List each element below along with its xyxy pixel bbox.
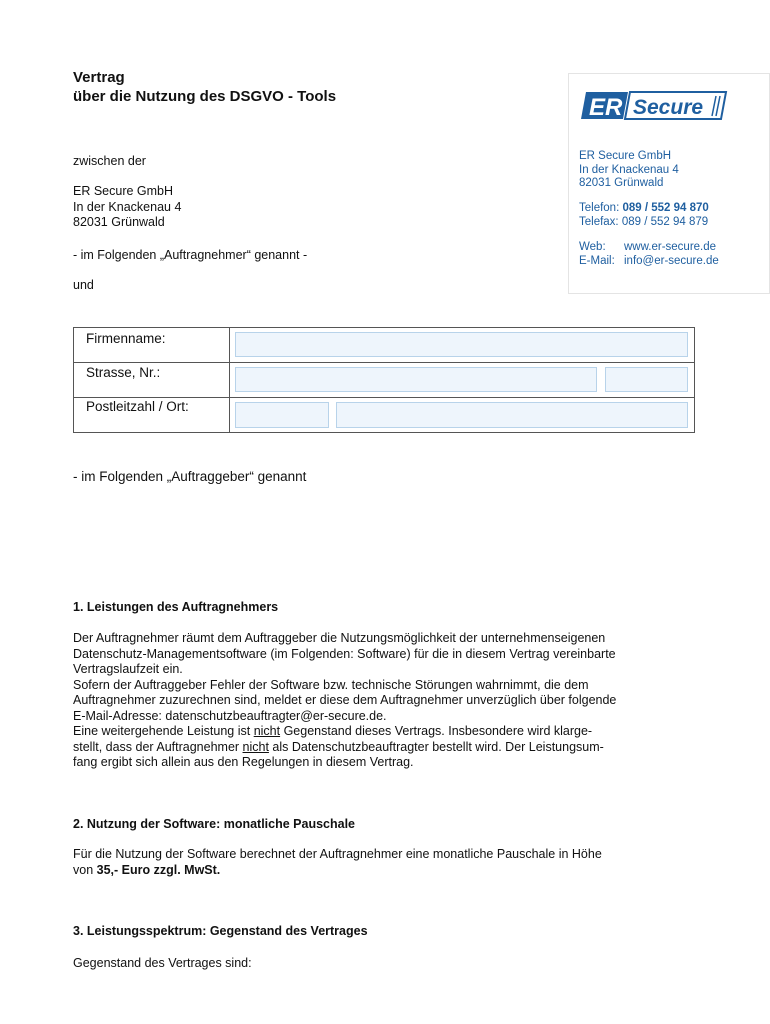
section-1-heading: 1. Leistungen des Auftragnehmers — [73, 600, 279, 614]
section-1-line: Eine weitergehende Leistung ist nicht Gegenstand dieses Vertrags. Insbesondere wird klarge- — [73, 724, 593, 738]
section-2-body — [73, 847, 713, 878]
section-1-line: fang ergibt sich allein aus den Regelungen in diesem Vertrag. — [73, 755, 414, 769]
form-row-street — [74, 363, 694, 398]
section-1-body — [73, 631, 713, 771]
section-1-line: Vertragslaufzeit ein. — [73, 662, 183, 676]
company-input[interactable] — [235, 332, 688, 357]
web-label: Web: — [579, 241, 606, 253]
street-input[interactable] — [235, 367, 597, 392]
between-text: zwischen der — [73, 154, 146, 168]
phone-label: Telefon: — [579, 202, 620, 214]
sidebar-phone-block — [579, 202, 709, 229]
section-1-line: Auftragnehmer zuzurechnen sind, meldet er diese dem Auftragnehmer unverzüglich über folgende — [73, 693, 617, 707]
underlined-nicht: nicht — [253, 724, 281, 738]
section-2-line: Für die Nutzung der Software berechnet der Auftragnehmer eine monatliche Pauschale in Höhe — [73, 847, 602, 861]
section-1-line: Datenschutz-Managementsoftware (im Folgenden: Software) für die in diesem Vertrag vereinbarte — [73, 646, 616, 661]
section-3-heading: 3. Leistungsspektrum: Gegenstand des Vertrages — [73, 924, 368, 938]
logo-text-er: ER — [589, 94, 623, 121]
email-link[interactable]: info@er-secure.de — [624, 254, 719, 267]
sidebar-street: In der Knackenau 4 — [579, 163, 679, 176]
form-row-city — [74, 398, 694, 432]
er-secure-logo — [580, 90, 728, 121]
zip-city-label: Postleitzahl / Ort: — [86, 399, 189, 414]
section-2-heading: 2. Nutzung der Software: monatliche Pauschale — [73, 817, 356, 831]
client-form — [73, 327, 695, 433]
sidebar-address — [579, 150, 679, 191]
contractor-company: ER Secure GmbH — [73, 184, 174, 198]
contractor-address — [73, 184, 181, 231]
email-label: E-Mail: — [579, 254, 615, 267]
form-row-company — [74, 328, 694, 363]
street-label: Strasse, Nr.: — [86, 365, 161, 380]
fax-number: 089 / 552 94 879 — [621, 215, 709, 228]
section-3-body: Gegenstand des Vertrages sind: — [73, 956, 252, 970]
underlined-nicht: nicht — [242, 739, 269, 754]
price-text: 35,- Euro zzgl. MwSt. — [96, 862, 221, 877]
title-line-2: über die Nutzung des DSGVO - Tools — [73, 88, 337, 105]
section-1-line: E-Mail-Adresse: datenschutzbeauftragter@er-secure.de. — [73, 708, 387, 723]
document-title — [73, 68, 336, 106]
company-info-box — [568, 73, 770, 294]
contractor-note: - im Folgenden „Auftragnehmer“ genannt - — [73, 248, 308, 262]
section-1-line: Der Auftragnehmer räumt dem Auftraggeber die Nutzungsmöglichkeit der unternehmenseigenen — [73, 631, 606, 645]
web-link[interactable]: www.er-secure.de — [624, 241, 717, 253]
sidebar-city: 82031 Grünwald — [579, 177, 664, 189]
logo-text-secure: Secure — [633, 96, 704, 119]
contractor-city: 82031 Grünwald — [73, 215, 165, 229]
title-line-1: Vertrag — [73, 69, 125, 86]
phone-number: 089 / 552 94 870 — [622, 202, 709, 214]
sidebar-company: ER Secure GmbH — [579, 150, 672, 162]
client-note: - im Folgenden „Auftraggeber“ genannt — [73, 469, 307, 484]
city-input[interactable] — [336, 402, 688, 428]
company-label: Firmenname: — [86, 331, 166, 346]
sidebar-web-block — [579, 241, 719, 268]
section-1-line: stellt, dass der Auftragnehmer nicht als Datenschutzbeauftragter bestellt wird. Der Leistungsum- — [73, 739, 604, 754]
section-2-line: von 35,- Euro zzgl. MwSt. — [73, 862, 221, 877]
and-text: und — [73, 278, 94, 292]
house-number-input[interactable] — [605, 367, 688, 392]
zip-input[interactable] — [235, 402, 329, 428]
contractor-street: In der Knackenau 4 — [73, 199, 182, 214]
section-1-line: Sofern der Auftraggeber Fehler der Software bzw. technische Störungen wahrnimmt, die dem — [73, 677, 589, 692]
fax-label: Telefax: — [579, 215, 619, 228]
